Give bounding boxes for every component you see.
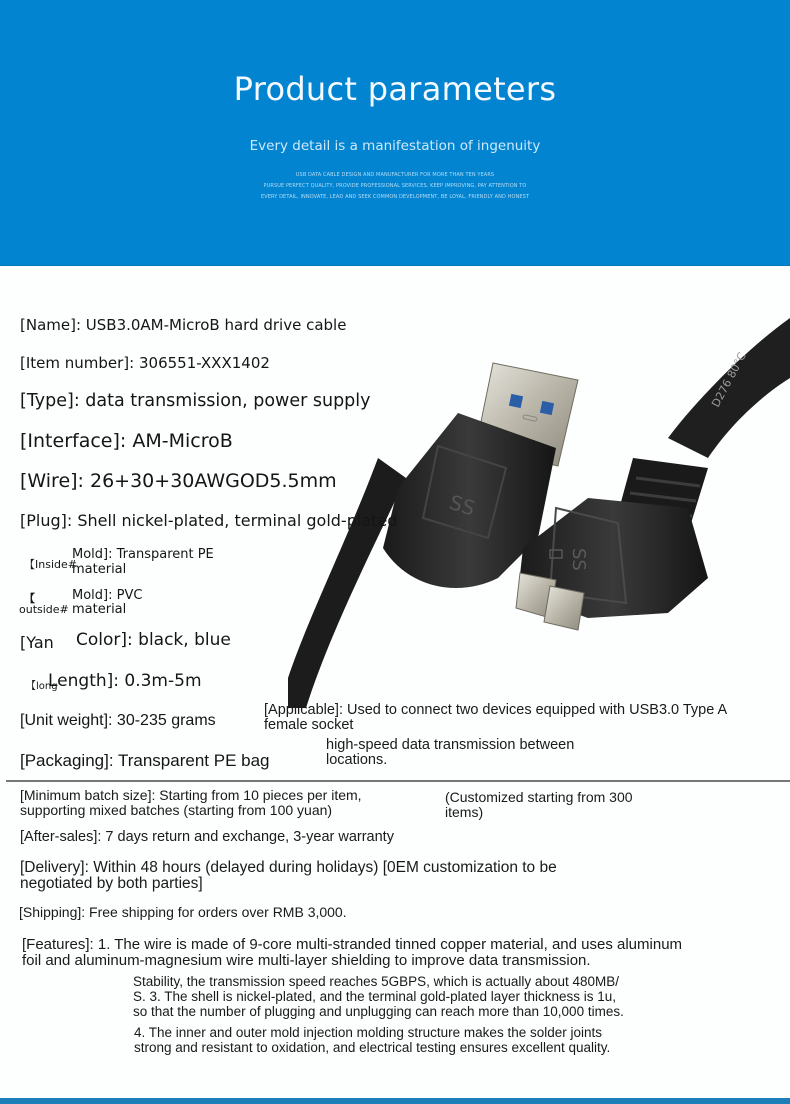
cable-print-text: D276 80°C (709, 350, 749, 410)
term-min-batch-line2: supporting mixed batches (starting from 100 yuan) (20, 802, 333, 818)
spec-inside-mold-line1: Mold]: Transparent PE (72, 547, 214, 562)
svg-text:SS: SS (446, 489, 479, 521)
term-features-line2: foil and aluminum-magnesium wire multi-layer shielding to improve data transmission. (22, 952, 591, 969)
term-features-line7: strong and resistant to oxidation, and electrical testing ensures excellent quality. (134, 1040, 611, 1055)
footer-bar (0, 1098, 790, 1104)
spec-applicable-line1: [Applicable]: Used to connect two devices equipped with USB3.0 Type A (264, 702, 728, 718)
term-features-line5: so that the number of plugging and unplugging can reach more than 10,000 times. (133, 1004, 624, 1019)
spec-applicable-line2: female socket (264, 717, 354, 733)
spec-inside-mold-line2: material (72, 562, 127, 577)
spec-outside-mold-line2: material (72, 602, 127, 617)
term-shipping: [Shipping]: Free shipping for orders over RMB 3,000. (19, 904, 347, 920)
spec-name: [Name]: USB3.0AM-MicroB hard drive cable (20, 316, 347, 334)
spec-unit-weight: [Unit weight]: 30-235 grams (20, 712, 216, 729)
term-delivery-line2: negotiated by both parties] (20, 875, 203, 892)
spec-packaging: [Packaging]: Transparent PE bag (20, 751, 270, 770)
spec-color-prefix: [Yan (20, 633, 54, 652)
tagline-line-3: EVERY DETAIL, INNOVATE, LEAD AND SEEK COMMON DEVELOPMENT, BE LOYAL, FRIENDLY AND HONEST (260, 194, 530, 200)
svg-text:SS: SS (568, 548, 589, 571)
term-customized-line1: (Customized starting from 300 (445, 789, 633, 805)
term-features-line4: S. 3. The shell is nickel-plated, and the terminal gold-plated layer thickness is 1u, (133, 989, 617, 1004)
spec-item-number: [Item number]: 306551-XXX1402 (20, 354, 270, 372)
term-delivery-line1: [Delivery]: Within 48 hours (delayed during holidays) [0EM customization to be (20, 859, 557, 876)
spec-outside-mold-bracket: 【 (24, 592, 35, 605)
spec-color-text: Color]: black, blue (76, 630, 231, 650)
term-min-batch-line1: [Minimum batch size]: Starting from 10 pieces per item, (20, 787, 362, 803)
tagline-line-2: PURSUE PERFECT QUALITY, PROVIDE PROFESSIONAL SERVICES, KEEP IMPROVING, PAY ATTENTION TO (263, 183, 527, 189)
tagline-line-1: USB DATA CABLE DESIGN AND MANUFACTURER FOR MORE THAN TEN YEARS (295, 172, 495, 178)
page-subtitle: Every detail is a manifestation of ingenuity (249, 138, 541, 154)
spec-outside-mold-prefix: outside# (19, 603, 69, 616)
header-banner (0, 0, 790, 266)
section-divider (6, 780, 790, 782)
spec-length-text: Length]: 0.3m-5m (48, 671, 202, 691)
spec-applicable-line3: high-speed data transmission between (326, 737, 575, 753)
term-after-sales: [After-sales]: 7 days return and exchange, 3-year warranty (20, 829, 394, 845)
page-title: Product parameters (233, 70, 557, 108)
spec-outside-mold-line1: Mold]: PVC (72, 588, 143, 603)
spec-length-prefix: 【long (26, 681, 58, 692)
term-features-line3: Stability, the transmission speed reaches 5GBPS, which is actually about 480MB/ (133, 974, 619, 989)
spec-interface: [Interface]: AM-MicroB (20, 430, 233, 452)
spec-wire: [Wire]: 26+30+30AWGOD5.5mm (20, 470, 337, 492)
term-customized-line2: items) (445, 804, 484, 820)
spec-inside-mold-prefix: 【Inside# (24, 558, 77, 571)
spec-plug: [Plug]: Shell nickel-plated, terminal gold-plated (20, 511, 398, 530)
spec-type: [Type]: data transmission, power supply (20, 391, 371, 411)
term-features-line6: 4. The inner and outer mold injection molding structure makes the solder joints (134, 1025, 602, 1040)
spec-applicable-line4: locations. (326, 752, 388, 768)
term-features-line1: [Features]: 1. The wire is made of 9-core multi-stranded tinned copper material, and uses aluminum (22, 936, 683, 953)
